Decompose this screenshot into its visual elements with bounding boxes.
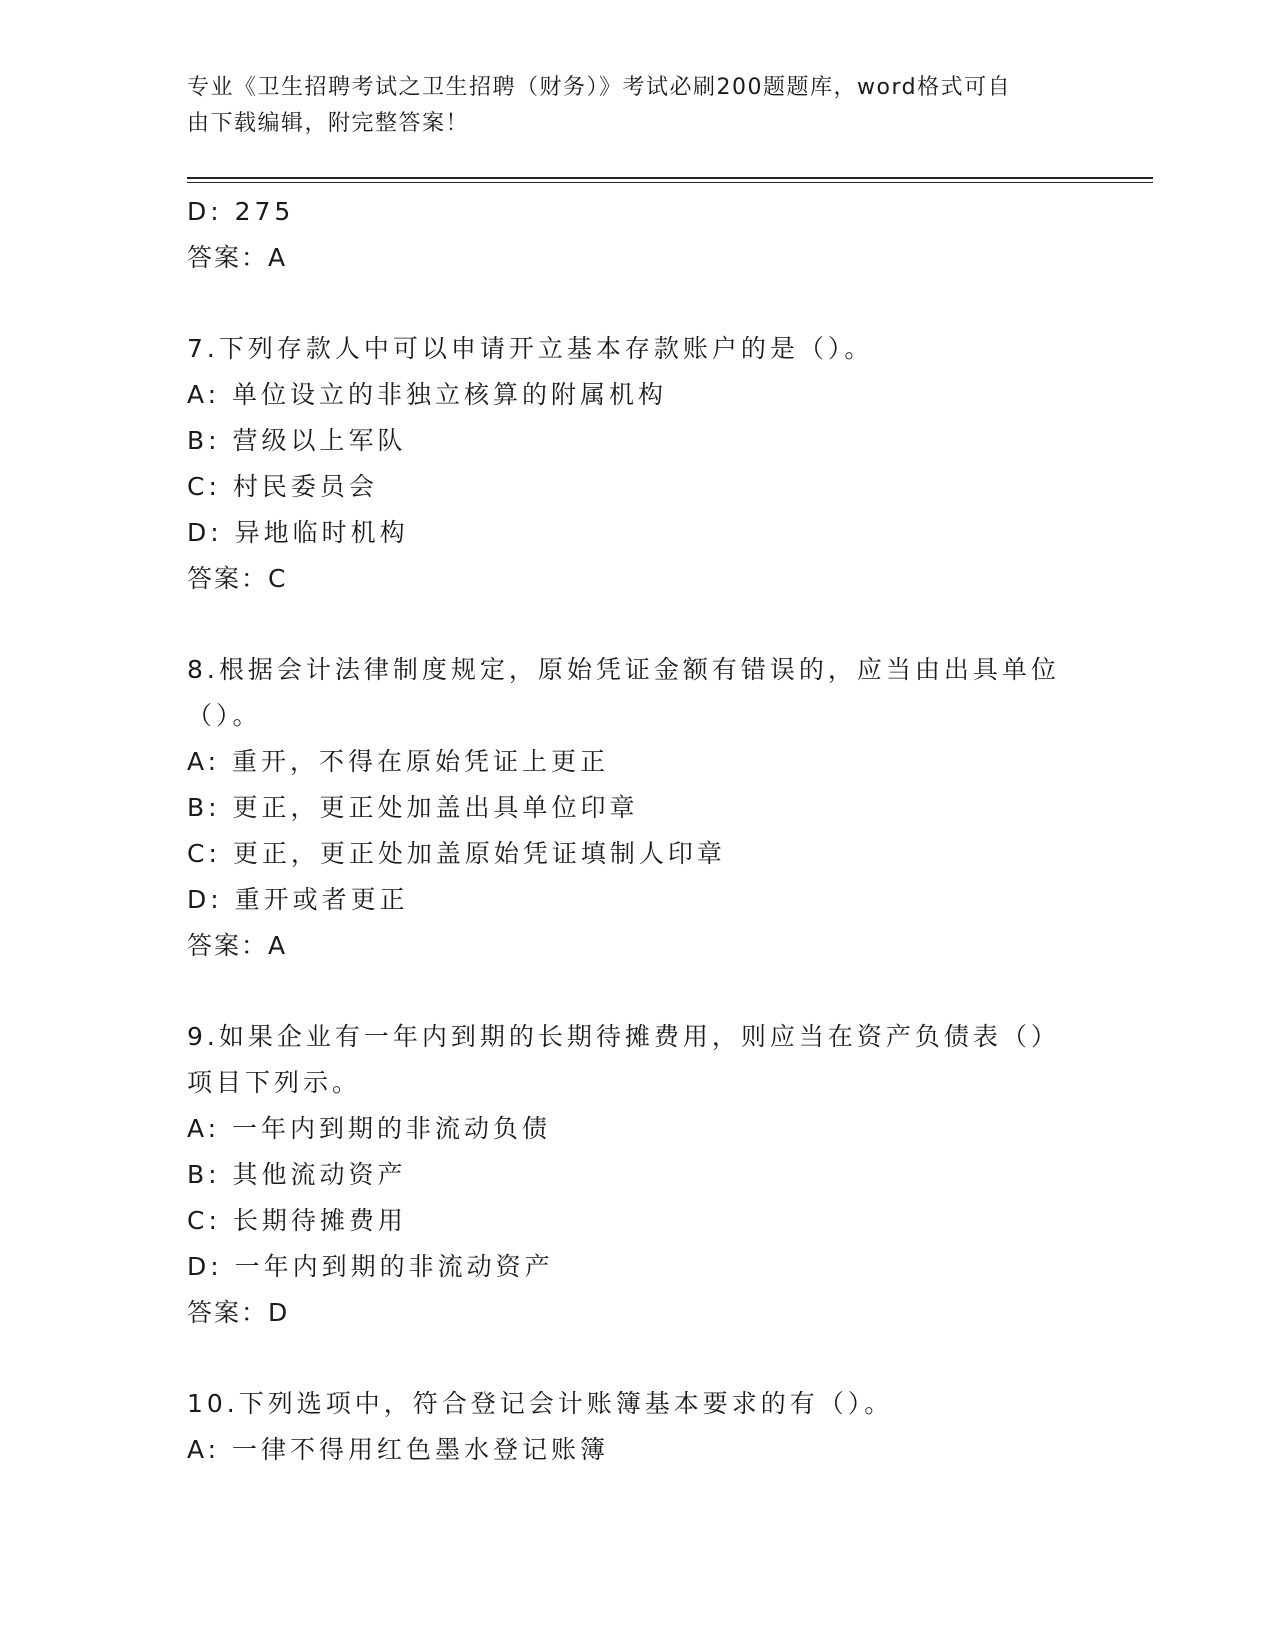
spacer: [187, 1336, 1087, 1381]
option-c: C: 更正，更正处加盖原始凭证填制人印章: [187, 839, 726, 868]
header-divider-thick: [187, 177, 1153, 179]
question-stem: 9.如果企业有一年内到期的长期待摊费用，则应当在资产负债表（）: [187, 1022, 1060, 1051]
option-d: D: 一年内到期的非流动资产: [187, 1252, 554, 1281]
option-c: C: 长期待摊费用: [187, 1206, 407, 1235]
answer-line: 答案：C: [187, 564, 288, 593]
question-stem: 7.下列存款人中可以申请开立基本存款账户的是（）。: [187, 334, 874, 363]
spacer: [187, 969, 1087, 1014]
question-stem: 8.根据会计法律制度规定，原始凭证金额有错误的，应当由出具单位: [187, 655, 1060, 684]
spacer: [187, 602, 1087, 647]
answer-line: 答案：D: [187, 1298, 290, 1327]
question-stem: 10.下列选项中，符合登记会计账簿基本要求的有（）。: [187, 1389, 894, 1418]
option-c: C: 村民委员会: [187, 472, 378, 501]
option-a: A: 单位设立的非独立核算的附属机构: [187, 380, 668, 409]
document-header: [187, 70, 1067, 142]
question-stem-continued: 项目下列示。: [187, 1068, 362, 1097]
answer-line: 答案：A: [187, 931, 288, 960]
question-list: [187, 189, 1087, 1473]
previous-question-tail: [187, 189, 1087, 281]
question-7: [187, 326, 1087, 602]
option-d: D: 275: [187, 197, 295, 226]
question-stem-continued: （）。: [187, 701, 262, 730]
question-8: [187, 647, 1087, 969]
question-9: [187, 1014, 1087, 1336]
option-b: B: 其他流动资产: [187, 1160, 407, 1189]
option-a: A: 一律不得用红色墨水登记账簿: [187, 1435, 610, 1464]
header-line-1: 专业《卫生招聘考试之卫生招聘（财务）》考试必刷200题题库，word格式可自: [187, 75, 1012, 100]
option-b: B: 更正，更正处加盖出具单位印章: [187, 793, 639, 822]
answer-line: 答案：A: [187, 243, 288, 272]
spacer: [187, 281, 1087, 326]
header-divider-thin: [187, 182, 1153, 183]
header-line-2: 由下载编辑，附完整答案！: [187, 111, 470, 136]
option-a: A: 一年内到期的非流动负债: [187, 1114, 552, 1143]
option-d: D: 异地临时机构: [187, 518, 409, 547]
option-b: B: 营级以上军队: [187, 426, 407, 455]
option-a: A: 重开，不得在原始凭证上更正: [187, 747, 610, 776]
option-d: D: 重开或者更正: [187, 885, 409, 914]
question-10: [187, 1381, 1087, 1473]
